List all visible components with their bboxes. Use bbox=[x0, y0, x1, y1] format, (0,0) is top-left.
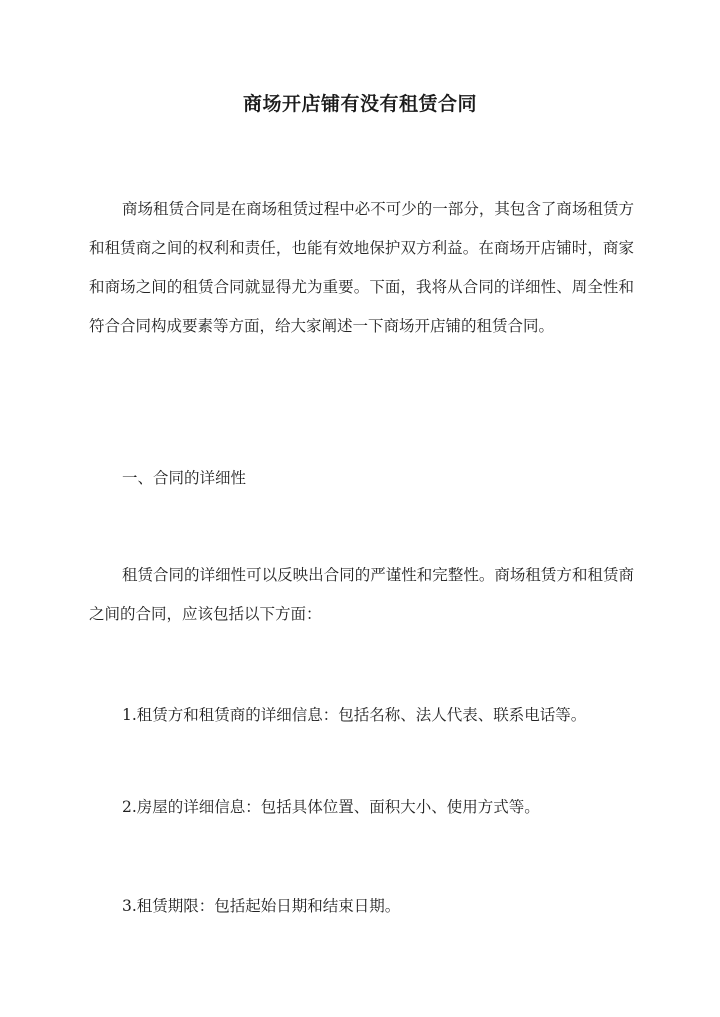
list-item: 2.房屋的详细信息：包括具体位置、面积大小、使用方式等。 bbox=[122, 798, 540, 816]
list-item: 1.租赁方和租赁商的详细信息：包括名称、法人代表、联系电话等。 bbox=[122, 706, 587, 724]
intro-paragraph: 商场租赁合同是在商场租赁过程中必不可少的一部分，其包含了商场租赁方和租赁商之间的权利和责任，也能有效地保护双方利益。在商场开店铺时，商家和商场之间的租赁合同就显得尤为重要。下面，我将从合同的详细性、周全性和符合合同构成要素等方面，给大家阐述一下商场开店铺的租赁合同。 bbox=[89, 200, 634, 335]
section-heading-detail: 一、合同的详细性 bbox=[122, 469, 247, 487]
list-item: 3.租赁期限：包括起始日期和结束日期。 bbox=[122, 897, 401, 915]
detail-paragraph: 租赁合同的详细性可以反映出合同的严谨性和完整性。商场租赁方和租赁商之间的合同，应该包括以下方面： bbox=[89, 566, 634, 623]
document-title: 商场开店铺有没有租赁合同 bbox=[242, 93, 477, 115]
